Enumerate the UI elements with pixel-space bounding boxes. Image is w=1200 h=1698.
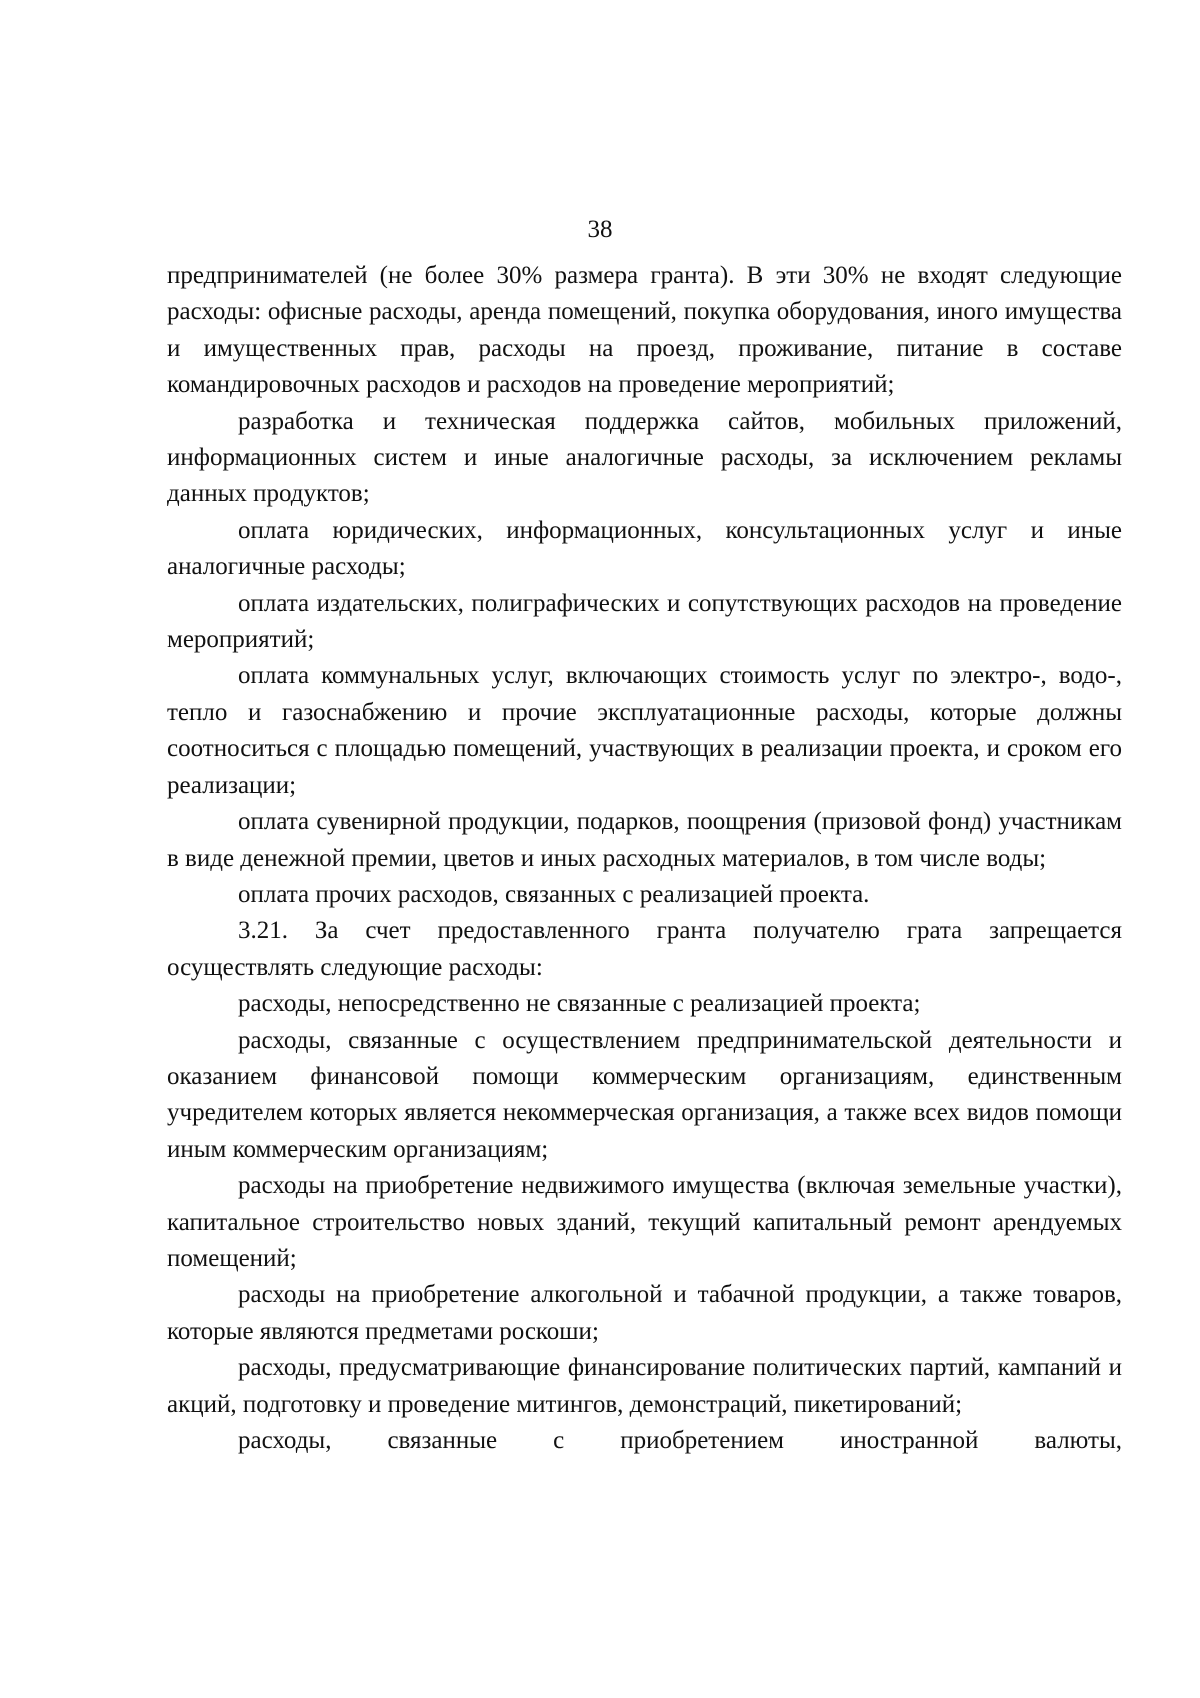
paragraph-continuation: предпринимателей (не более 30% размера гранта). В эти 30% не входят следующие расходы: офисные расходы, аренда помещений, покупка оборудования, иного имущества и имущественных прав, расходы на проезд, проживание, питание в составе командировочных расходов и расходов на проведение мероприятий; [167,262,1122,399]
paragraph-souvenirs: оплата сувенирной продукции, подарков, поощрения (призовой фонд) участникам в виде денежной премии, цветов и иных расходных материалов, в том числе воды; [167,808,1122,872]
paragraph-real-estate: расходы на приобретение недвижимого имущества (включая земельные участки), капитальное строительство новых зданий, текущий капитальный ремонт арендуемых помещений; [167,1172,1122,1272]
paragraph-publishing: оплата издательских, полиграфических и сопутствующих расходов на проведение мероприятий; [167,589,1122,654]
paragraph-alcohol-tobacco: расходы на приобретение алкогольной и табачной продукции, а также товаров, которые являются предметами роскоши; [167,1281,1122,1345]
paragraph-websites: разработка и техническая поддержка сайтов, мобильных приложений, информационных систем и иные аналогичные расходы, за исключением рекламы данных продуктов; [167,407,1122,508]
page-number: 38 [587,216,613,243]
paragraph-utilities: оплата коммунальных услуг, включающих стоимость услуг по электро-, водо-, тепло и газоснабжению и прочие эксплуатационные расходы, которые должны соотноситься с площадью помещений, участвующих в реализации проекта, и сроком его реализации; [167,662,1122,799]
paragraph-foreign-currency: расходы, связанные с приобретением иностранной валюты, [238,1427,1122,1454]
paragraph-other-expenses: оплата прочих расходов, связанных с реализацией проекта. [238,880,870,908]
paragraph-political: расходы, предусматривающие финансирование политических партий, кампаний и акций, подготовку и проведение митингов, демонстраций, пикетирований; [167,1354,1122,1418]
paragraph-unrelated-expenses: расходы, непосредственно не связанные с реализацией проекта; [238,990,921,1018]
paragraph-section-3-21: 3.21. За счет предоставленного гранта получателю грата запрещается осуществлять следующие расходы: [167,917,1122,981]
paragraph-legal-services: оплата юридических, информационных, консультационных услуг и иные аналогичные расходы; [167,516,1122,581]
paragraph-business-activity: расходы, связанные с осуществлением предпринимательской деятельности и оказанием финансовой помощи коммерческим организациям, единственным учредителем которых является некоммерческая организация, а также всех видов помощи иным коммерческим организациям; [167,1026,1122,1163]
document-body [167,258,1122,1459]
